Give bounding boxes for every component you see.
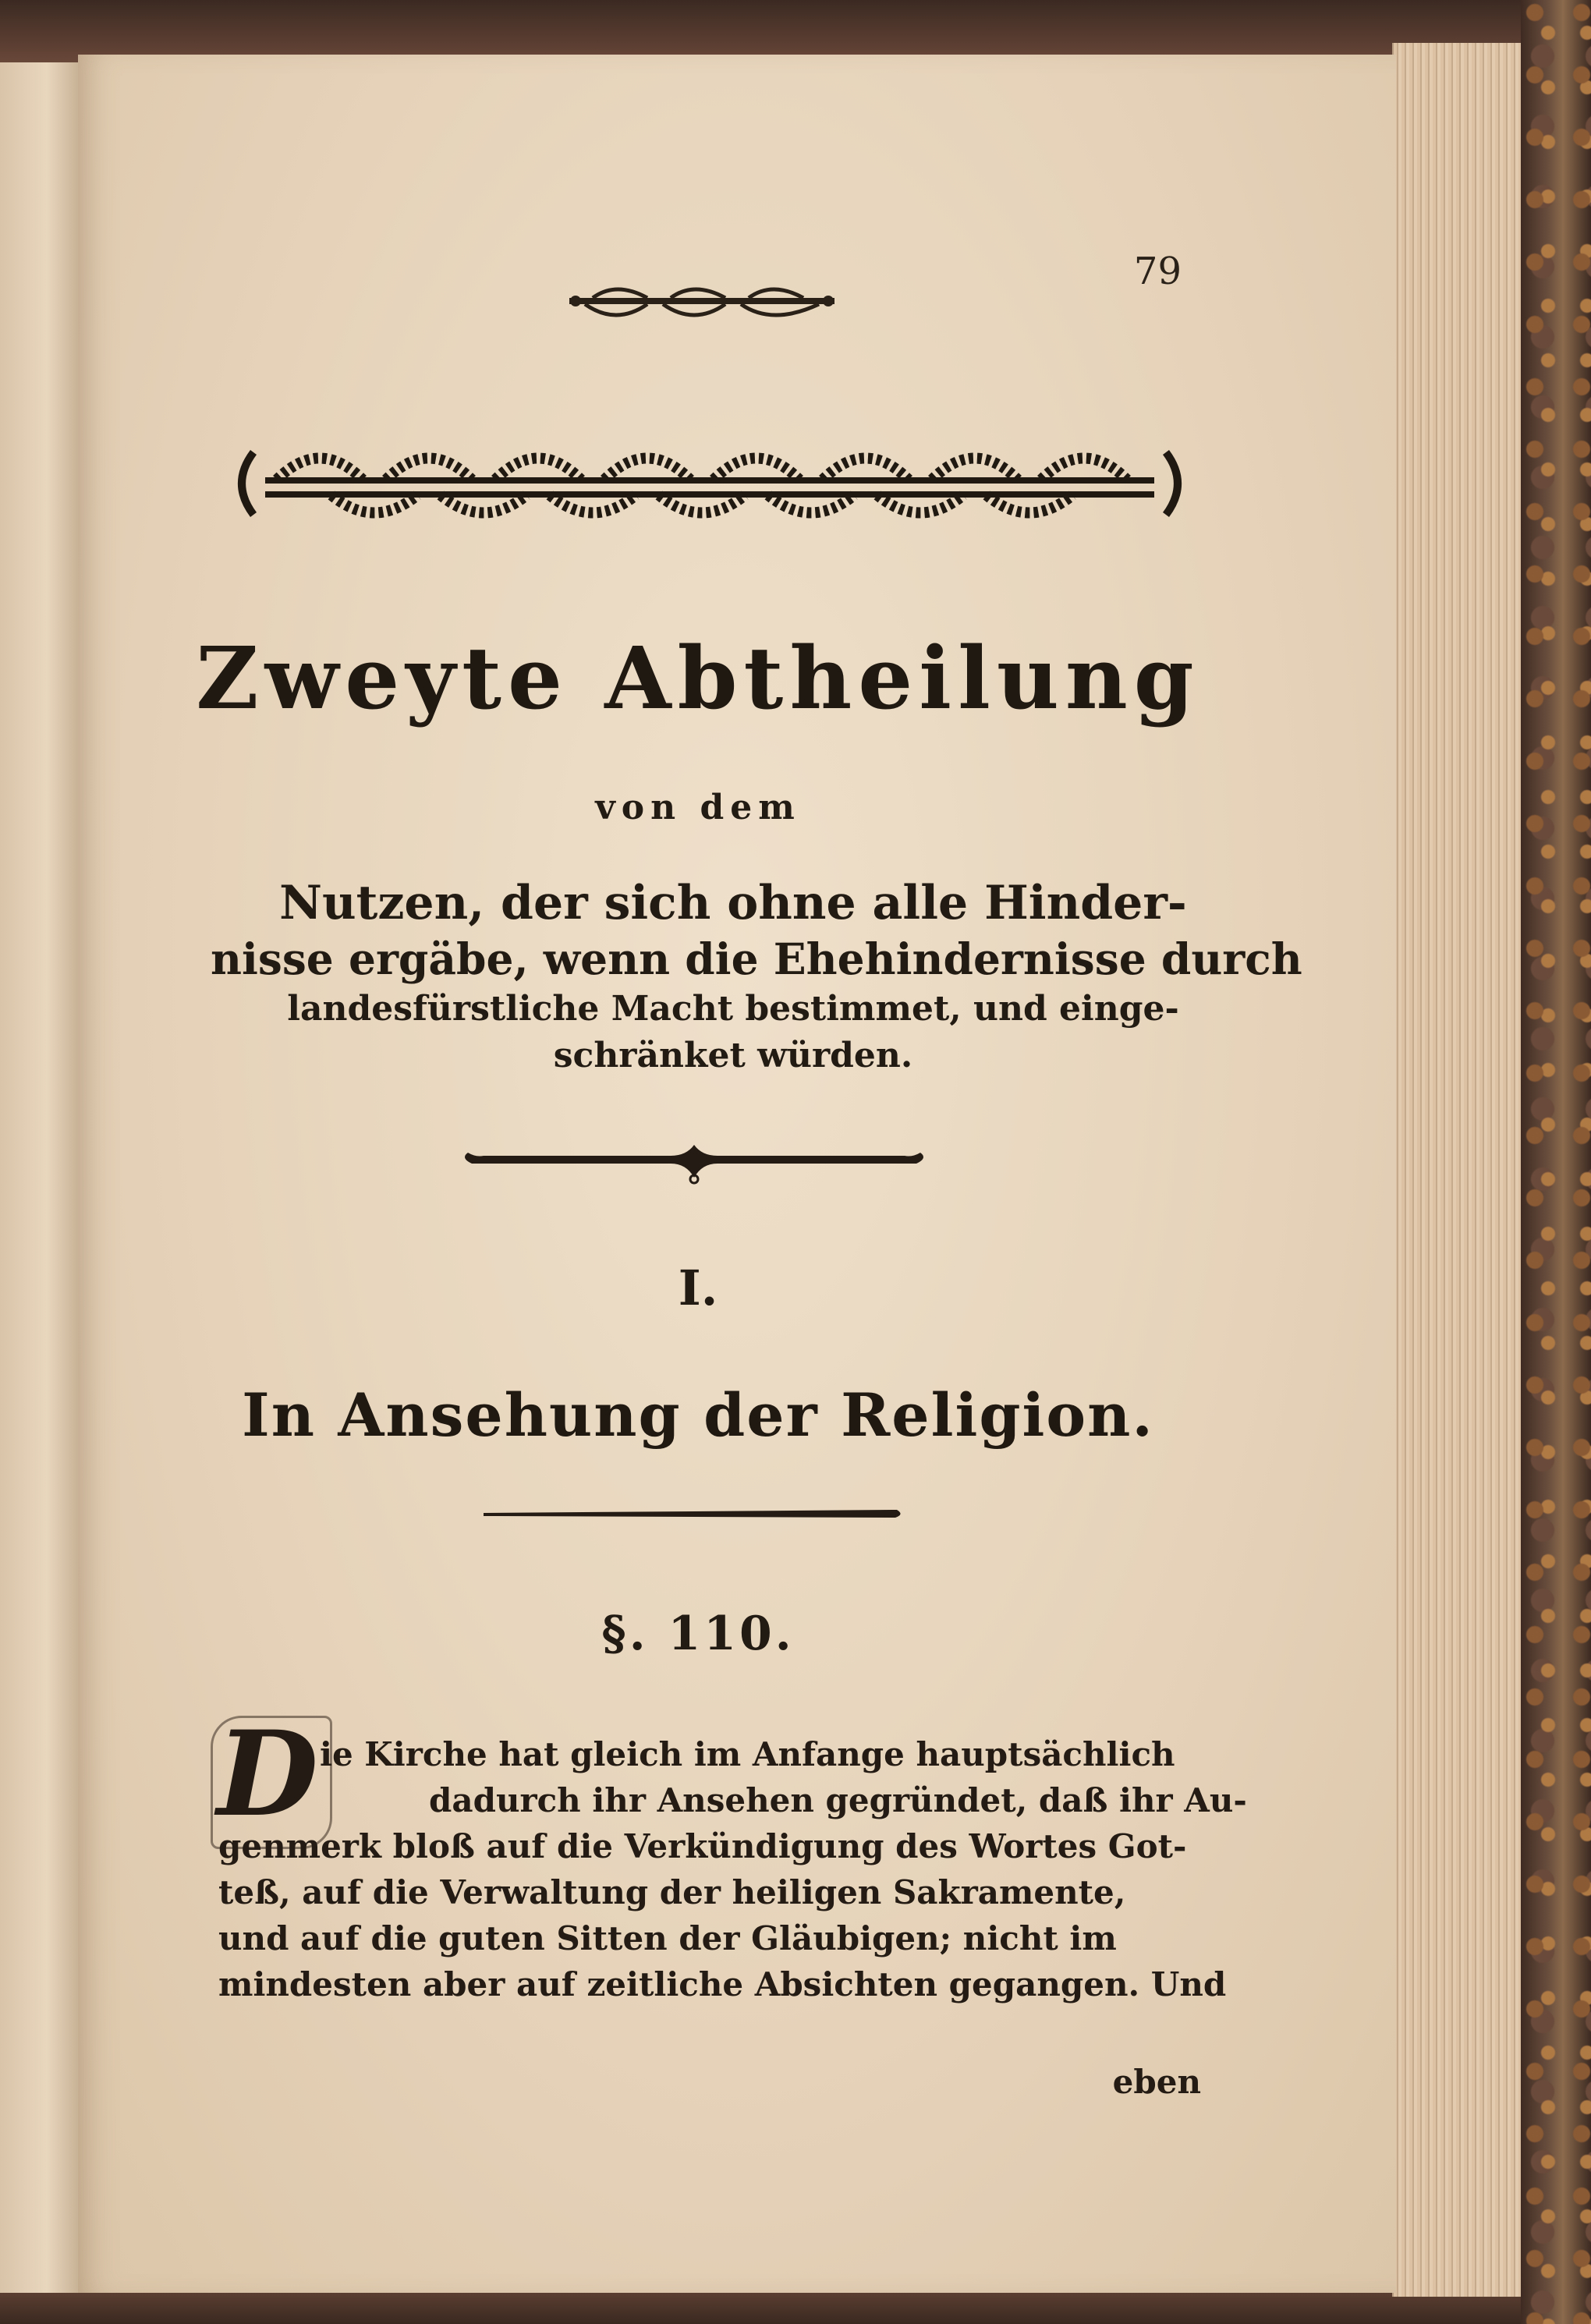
- text-line: teß, auf die Verwaltung der heiligen Sakramente,: [218, 1873, 1126, 1911]
- section-title: In Ansehung der Religion.: [242, 1380, 1154, 1450]
- left-page-edge: [0, 62, 80, 2293]
- text-line: genmerk bloß auf die Verkündigung des Wortes Got-: [218, 1827, 1187, 1865]
- section-number: I.: [678, 1259, 718, 1316]
- text-line: ie Kirche hat gleich im Anfange hauptsächlich: [320, 1735, 1175, 1773]
- subtitle-line: landesfürstliche Macht bestimmet, und einge-: [287, 989, 1179, 1029]
- body-text: [218, 1731, 1267, 2007]
- page-block-edges: [1392, 43, 1526, 2297]
- page-number: 79: [1133, 250, 1182, 293]
- text-line: mindesten aber auf zeitliche Absichten gegangen. Und: [218, 1965, 1227, 2003]
- catchword: eben: [1112, 2063, 1201, 2101]
- text-line: und auf die guten Sitten der Gläubigen; nicht im: [218, 1919, 1117, 1957]
- brace-ornament: [460, 1139, 928, 1185]
- rule-ornament: [484, 1505, 905, 1529]
- chapter-subtitle: [211, 873, 1302, 1079]
- subtitle-line: schränket würden.: [553, 1036, 913, 1075]
- top-ornament: [569, 281, 834, 328]
- drop-cap: D: [217, 1706, 319, 1843]
- subtitle-line: nisse ergäbe, wenn die Ehehindernisse durch: [211, 933, 1302, 984]
- paragraph-mark: §. 110.: [601, 1607, 795, 1661]
- book-cover-right: [1521, 0, 1591, 2324]
- garland-ornament: [230, 437, 1189, 530]
- subtitle-line: Nutzen, der sich ohne alle Hinder-: [279, 876, 1187, 930]
- chapter-title: Zweyte Abtheilung: [196, 628, 1200, 728]
- book-page: [78, 55, 1396, 2293]
- subtitle-prefix: von dem: [595, 788, 801, 827]
- text-line: dadurch ihr Ansehen gegründet, daß ihr Au-: [429, 1781, 1247, 1819]
